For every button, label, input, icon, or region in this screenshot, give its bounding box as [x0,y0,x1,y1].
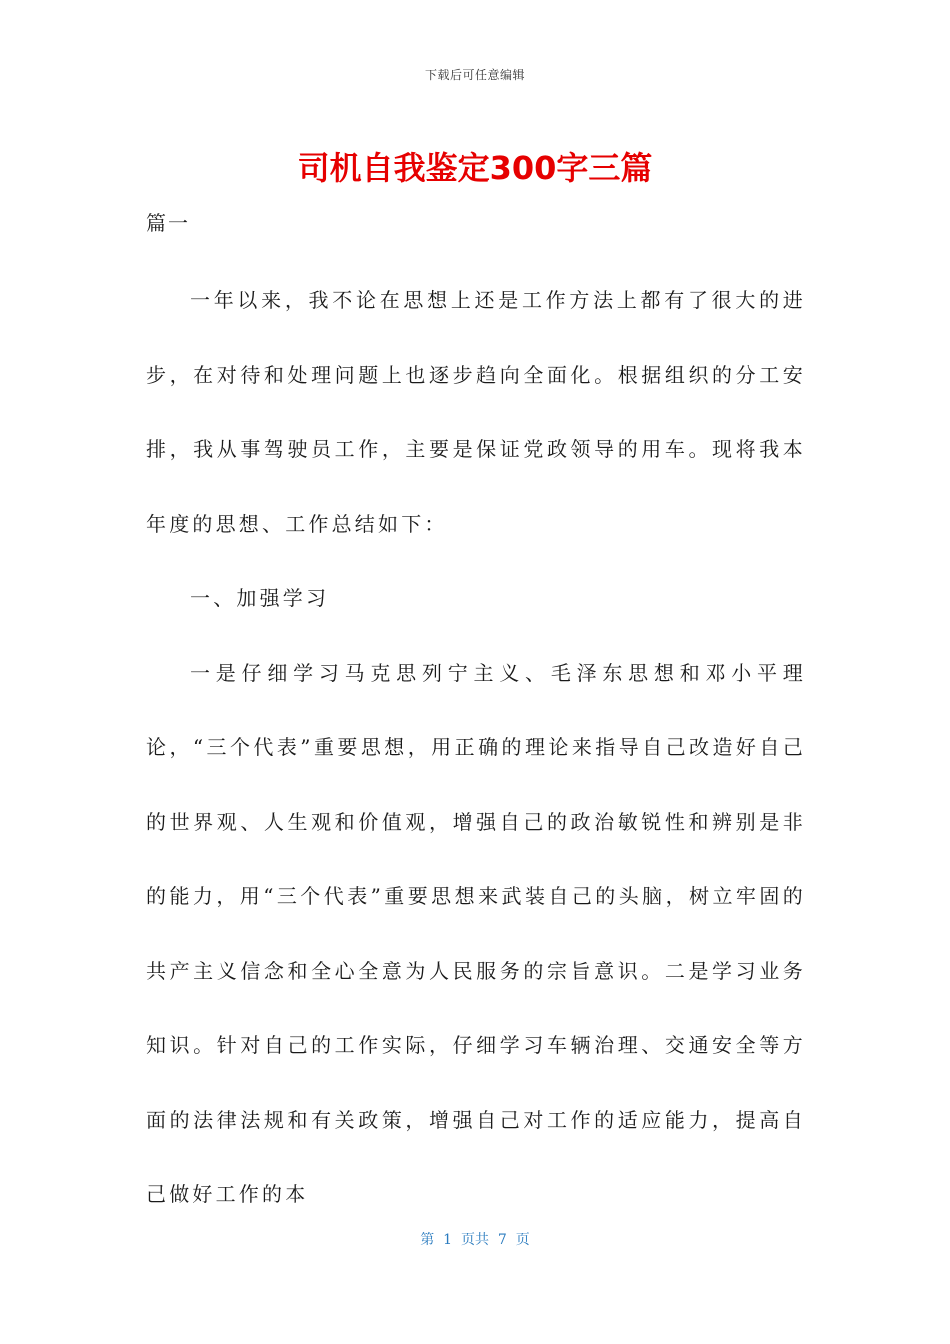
paragraph-study: 一是仔细学习马克思列宁主义、毛泽东思想和邓小平理论，“三个代表”重要思想，用正确的理论来指导自己改造好自己的世界观、人生观和价值观，增强自己的政治敏锐性和辨别是非的能力，用“三个代表”重要思想来武装自己的头脑，树立牢固的共产主义信念和全心全意为人民服务的宗旨意识。二是学习业务知识。针对自己的工作实际，仔细学习车辆治理、交通安全等方面的法律法规和有关政策，增强自己对工作的适应能力，提高自己做好工作的本 [146,660,806,1206]
section-heading-study: 一、加强学习 [190,586,330,610]
paragraph-intro: 一年以来，我不论在思想上还是工作方法上都有了很大的进步，在对待和处理问题上也逐步趋向全面化。根据组织的分工安排，我从事驾驶员工作，主要是保证党政领导的用车。现将我本年度的思想、工作总结如下： [146,288,806,536]
header-note: 下载后可任意编辑 [424,68,525,82]
page-number-footer: 第 1 页共 7 页 [420,1232,530,1248]
section-label: 篇一 [146,211,190,235]
document-title: 司机自我鉴定300字三篇 [297,149,653,187]
document-body [146,263,806,1232]
